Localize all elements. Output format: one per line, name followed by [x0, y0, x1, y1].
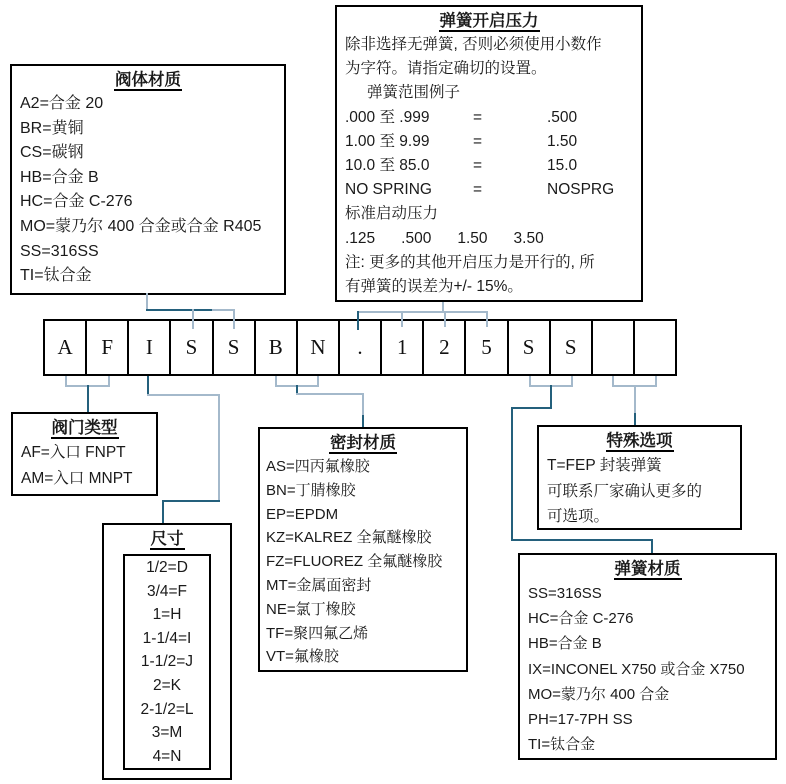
connector-segment: [233, 309, 235, 329]
valve-body-material-box: [10, 64, 286, 295]
standard-pressure-value: 1.50: [457, 229, 488, 247]
code-cell: B: [256, 321, 298, 374]
code-cell: S: [551, 321, 593, 374]
list-item: MT=金属面密封: [266, 576, 372, 594]
valve-body-material-title: 阀体材质: [115, 71, 181, 89]
list-item: IX=INCONEL X750 或合金 X750: [528, 660, 745, 678]
connector-segment: [362, 393, 364, 415]
list-item: A2=合金 20: [20, 95, 104, 112]
connector-segment: [511, 407, 552, 409]
connector-segment: [162, 500, 164, 523]
connector-segment: [444, 311, 446, 327]
connector-segment: [357, 311, 359, 330]
spring-pressure-note: [345, 251, 633, 299]
connector-segment: [162, 500, 220, 502]
text-line: 可联系厂家确认更多的: [547, 482, 703, 500]
special-options-list: [547, 453, 732, 530]
list-item: FZ=FLUOREZ 全氟醚橡胶: [266, 553, 443, 571]
spring-opening-pressure-title: 弹簧开启压力: [439, 12, 539, 30]
spring-opening-pressure-box: [335, 5, 643, 302]
spring-range-example-label: 弹簧范围例子: [367, 84, 461, 102]
spring-range-example-table: [345, 106, 633, 203]
connector-segment: [147, 376, 149, 396]
list-item: AF=入口 FNPT: [21, 444, 126, 461]
list-item: KZ=KALREZ 全氟醚橡胶: [266, 529, 432, 547]
code-cell: [635, 321, 675, 374]
text-line: 可选项。: [547, 508, 610, 525]
standard-pressure-values: [345, 227, 633, 251]
standard-pressure-value: .500: [401, 229, 432, 247]
spring-material-list: [528, 581, 767, 757]
text-line: 有弹簧的误差为+/- 15%。: [345, 278, 523, 296]
part-number-code-row: [43, 319, 677, 376]
size-table: [123, 554, 211, 770]
special-options-box: [537, 425, 742, 530]
seal-material-list: [266, 455, 460, 669]
connector-segment: [634, 413, 636, 425]
list-item: BR=黄铜: [20, 119, 84, 137]
size-row: 4=N: [152, 747, 182, 765]
connector-segment: [401, 311, 403, 327]
seal-material-title: 密封材质: [330, 434, 396, 452]
connector-segment: [486, 311, 488, 327]
list-item: MO=蒙乃尔 400 合金: [528, 685, 670, 703]
example-row: 10.0 至 85.0 = 15.0: [345, 157, 578, 175]
example-row: 1.00 至 9.99 = 1.50: [345, 132, 578, 150]
connector-segment: [362, 415, 364, 427]
list-item: VT=氟橡胶: [266, 648, 339, 666]
size-row: 2=K: [152, 676, 181, 694]
connector-segment: [192, 309, 194, 329]
code-cell: S: [214, 321, 256, 374]
size-row: 1=H: [152, 606, 182, 624]
connector-segment: [357, 311, 488, 313]
example-row: NO SPRING = NOSPRG: [345, 181, 615, 199]
valve-body-material-list: [20, 92, 276, 289]
standard-pressure-value: .125: [345, 229, 376, 247]
valve-type-list: [21, 440, 148, 492]
list-item: HB=合金 B: [528, 635, 602, 653]
list-item: SS=316SS: [20, 242, 99, 260]
code-cell: 1: [382, 321, 424, 374]
connector-segment: [634, 385, 636, 415]
code-cell: .: [340, 321, 382, 374]
size-title: 尺寸: [150, 530, 184, 548]
code-cell: F: [87, 321, 129, 374]
list-item: EP=EPDM: [266, 505, 339, 523]
code-cell: [593, 321, 635, 374]
valve-type-box: [11, 412, 158, 496]
list-item: SS=316SS: [528, 585, 602, 602]
size-row: 1-1/4=I: [142, 629, 192, 647]
code-cell: S: [171, 321, 213, 374]
example-row: .000 至 .999 = .500: [345, 108, 578, 126]
list-item: NE=氯丁橡胶: [266, 600, 356, 618]
code-cell: I: [129, 321, 171, 374]
spring-pressure-intro: [345, 33, 633, 81]
list-item: AM=入口 MNPT: [21, 470, 133, 487]
connector-segment: [651, 539, 653, 553]
list-item: CS=碳钢: [20, 144, 84, 162]
list-item: HC=合金 C-276: [528, 610, 634, 628]
connector-segment: [147, 394, 220, 396]
list-item: MO=蒙乃尔 400 合金或合金 R405: [20, 217, 262, 235]
list-item: HB=合金 B: [20, 168, 99, 186]
connector-segment: [212, 309, 235, 311]
size-row: 3=M: [151, 724, 183, 742]
list-item: TI=钛合金: [528, 736, 596, 754]
list-item: BN=丁腈橡胶: [266, 481, 356, 499]
code-cell: 5: [466, 321, 508, 374]
connector-segment: [296, 393, 364, 395]
size-box: [102, 523, 232, 780]
spring-material-title: 弹簧材质: [614, 560, 681, 578]
special-options-title: 特殊选项: [606, 432, 673, 450]
text-line: 为字符。请指定确切的设置。: [345, 60, 547, 78]
connector-segment: [511, 539, 653, 541]
list-item: AS=四丙氟橡胶: [266, 458, 370, 475]
list-item: HC=合金 C-276: [20, 193, 133, 211]
code-cell: S: [509, 321, 551, 374]
connector-segment: [218, 394, 220, 502]
connector-segment: [87, 385, 89, 412]
valve-type-title: 阀门类型: [51, 419, 118, 437]
standard-pressure-value: 3.50: [513, 229, 544, 247]
list-item: PH=17-7PH SS: [528, 711, 633, 729]
text-line: 除非选择无弹簧, 否则必须使用小数作: [345, 36, 602, 53]
connector-segment: [146, 309, 212, 311]
seal-material-box: [258, 427, 468, 672]
size-row: 2-1/2=L: [140, 700, 194, 718]
size-row: 1-1/2=J: [140, 653, 194, 671]
standard-pressure-label: 标准启动压力: [345, 205, 439, 223]
code-cell: 2: [424, 321, 466, 374]
connector-segment: [511, 407, 513, 541]
size-row: 3/4=F: [146, 582, 188, 600]
list-item: TF=聚四氟乙烯: [266, 624, 369, 642]
list-item: TI=钛合金: [20, 267, 92, 285]
code-cell: N: [298, 321, 340, 374]
text-line: T=FEP 封装弹簧: [547, 457, 662, 474]
size-row: 1/2=D: [146, 559, 188, 576]
connector-segment: [550, 385, 552, 409]
code-cell: A: [45, 321, 87, 374]
spring-material-box: [518, 553, 777, 760]
text-line: 注: 更多的其他开启压力是开行的, 所: [345, 253, 595, 271]
